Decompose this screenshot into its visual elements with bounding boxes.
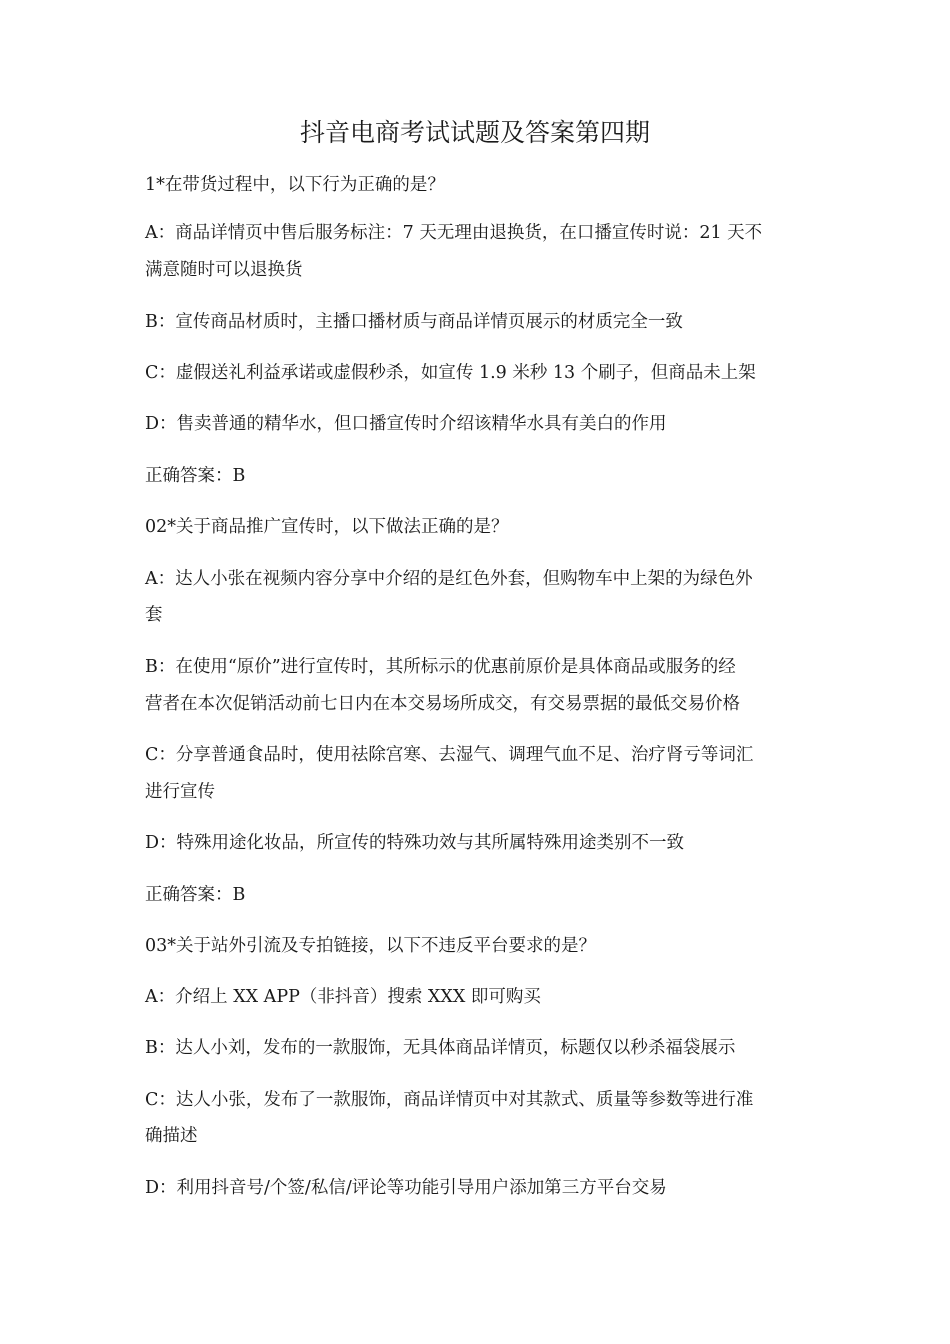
question-2: 02*关于商品推广宣传时，以下做法正确的是？ <box>145 517 509 537</box>
question-2-option-a-cont: 套 <box>145 605 163 625</box>
question-1-option-a: A：商品详情页中售后服务标注：7 天无理由退换货，在口播宣传时说：21 天不 <box>145 223 763 243</box>
question-2-option-b-cont: 营者在本次促销活动前七日内在本交易场所成交，有交易票据的最低交易价格 <box>145 694 740 714</box>
question-2-option-a: A：达人小张在视频内容分享中介绍的是红色外套，但购物车中上架的为绿色外 <box>145 569 753 589</box>
question-2-option-b: B：在使用“原价”进行宣传时，其所标示的优惠前原价是具体商品或服务的经 <box>145 657 736 677</box>
question-1-option-c: C：虚假送礼利益承诺或虚假秒杀，如宣传 1.9 米秒 13 个刷子，但商品未上架 <box>145 363 756 383</box>
question-1: 1*在带货过程中，以下行为正确的是？ <box>145 175 445 195</box>
question-3-option-b: B：达人小刘，发布的一款服饰，无具体商品详情页，标题仅以秒杀福袋展示 <box>145 1038 736 1058</box>
question-3: 03*关于站外引流及专拍链接，以下不违反平台要求的是？ <box>145 936 597 956</box>
question-3-option-a: A：介绍上 XX APP（非抖音）搜索 XXX 即可购买 <box>145 987 541 1007</box>
question-2-option-c: C：分享普通食品时，使用祛除宫寒、去湿气、调理气血不足、治疗肾亏等词汇 <box>145 745 754 765</box>
question-1-option-d: D：售卖普通的精华水，但口播宣传时介绍该精华水具有美白的作用 <box>145 414 667 434</box>
page-title: 抖音电商考试试题及答案第四期 <box>299 118 650 147</box>
question-2-option-c-cont: 进行宣传 <box>145 782 215 802</box>
question-3-option-c-cont: 确描述 <box>145 1126 198 1146</box>
question-3-option-d: D：利用抖音号/个签/私信/评论等功能引导用户添加第三方平台交易 <box>145 1178 667 1198</box>
question-3-option-c: C：达人小张，发布了一款服饰，商品详情页中对其款式、质量等参数等进行准 <box>145 1090 754 1110</box>
question-2-answer: 正确答案：B <box>145 885 246 905</box>
question-1-option-a-cont: 满意随时可以退换货 <box>145 260 303 280</box>
question-1-answer: 正确答案：B <box>145 466 246 486</box>
question-1-option-b: B：宣传商品材质时，主播口播材质与商品详情页展示的材质完全一致 <box>145 312 683 332</box>
question-2-option-d: D：特殊用途化妆品，所宣传的特殊功效与其所属特殊用途类别不一致 <box>145 833 685 853</box>
